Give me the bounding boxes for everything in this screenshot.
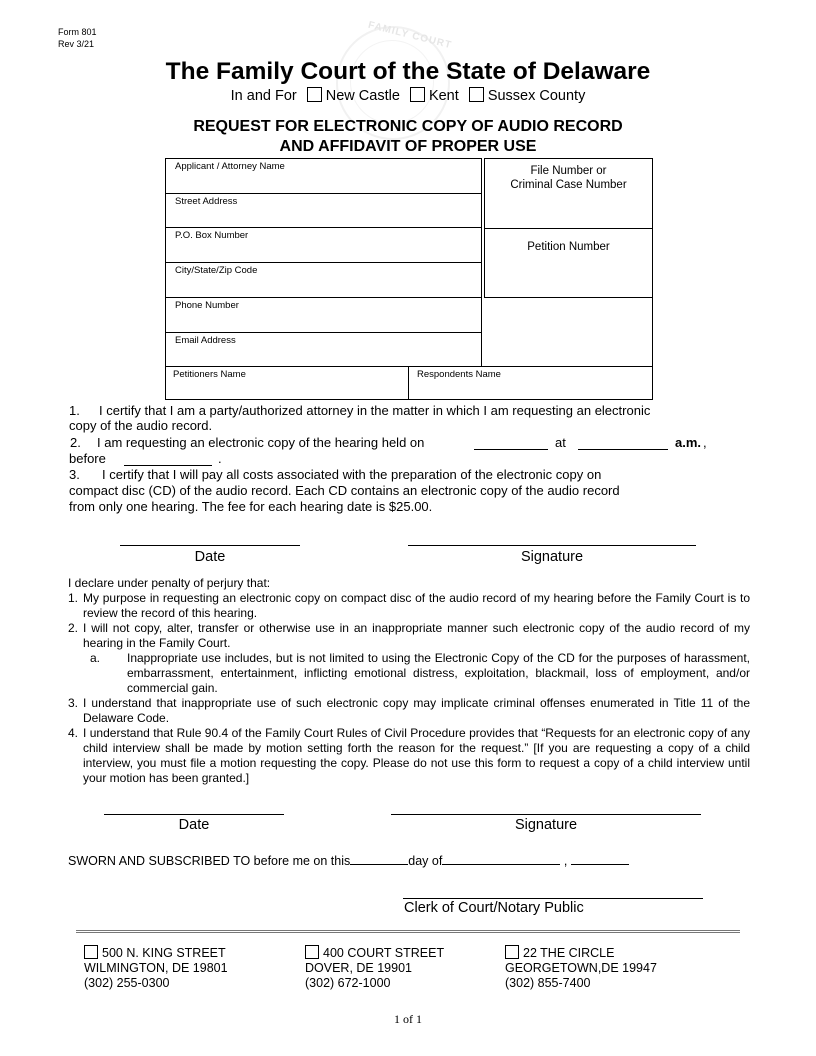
cert-1-line1: I certify that I am a party/authorized attorney in the matter in which I am requesting an electronic bbox=[99, 403, 651, 418]
cert-2-number: 2. bbox=[70, 435, 81, 450]
city-state-zip-field[interactable] bbox=[165, 262, 482, 298]
location-phone: (302) 672-1000 bbox=[305, 976, 391, 990]
signature-label-1: Signature bbox=[520, 549, 584, 565]
cert-2-at: at bbox=[555, 435, 566, 450]
applicant-name-field[interactable] bbox=[165, 158, 482, 194]
item-text: I will not copy, alter, transfer or otherwise use in an inappropriate manner such electronic copy of the audio record of my hearing in the Family Court. bbox=[83, 621, 750, 650]
divider bbox=[76, 930, 740, 933]
declaration-list bbox=[68, 591, 750, 786]
date-line-1[interactable] bbox=[120, 545, 300, 546]
cert-3-number: 3. bbox=[69, 467, 80, 482]
judge-name-field[interactable] bbox=[124, 453, 212, 466]
new-castle-label: New Castle bbox=[325, 88, 400, 104]
kent-checkbox[interactable] bbox=[410, 87, 425, 102]
wilmington-checkbox[interactable] bbox=[84, 945, 98, 959]
georgetown-checkbox[interactable] bbox=[505, 945, 519, 959]
form-number: Form 801 bbox=[58, 27, 97, 37]
date-label-1: Date bbox=[194, 549, 226, 565]
po-box-label: P.O. Box Number bbox=[175, 230, 249, 241]
file-number-label-line1: File Number or bbox=[530, 165, 607, 177]
sworn-day-field[interactable] bbox=[350, 852, 408, 865]
email-address-field[interactable] bbox=[165, 332, 482, 367]
location-phone: (302) 855-7400 bbox=[505, 976, 591, 990]
phone-number-field[interactable] bbox=[165, 297, 482, 333]
sussex-checkbox[interactable] bbox=[469, 87, 484, 102]
cert-2-before: before bbox=[69, 451, 106, 466]
clerk-label: Clerk of Court/Notary Public bbox=[404, 900, 584, 916]
sussex-label: Sussex County bbox=[487, 88, 586, 104]
cert-1-number: 1. bbox=[69, 403, 80, 418]
cert-3-line2: compact disc (CD) of the audio record. Each CD contains an electronic copy of the audio record bbox=[69, 483, 620, 498]
city-state-zip-label: City/State/Zip Code bbox=[175, 265, 258, 276]
item-number: 1. bbox=[68, 591, 79, 605]
location-city: WILMINGTON, DE 19801 bbox=[84, 961, 228, 975]
cert-2-am: a.m. bbox=[675, 435, 702, 450]
signature-label-2: Signature bbox=[514, 817, 578, 833]
declaration-intro: I declare under penalty of perjury that: bbox=[68, 576, 271, 590]
item-number: 2. bbox=[68, 621, 79, 635]
in-and-for-label: In and For bbox=[230, 88, 297, 104]
location-wilmington bbox=[84, 945, 228, 991]
date-label-2: Date bbox=[178, 817, 210, 833]
form-heading-line2: AND AFFIDAVIT OF PROPER USE bbox=[279, 138, 537, 155]
cert-2-period: . bbox=[218, 451, 222, 466]
cert-3-line3: from only one hearing. The fee for each hearing date is $25.00. bbox=[69, 499, 433, 514]
item-number: 4. bbox=[68, 726, 79, 740]
cert-3-line1: I certify that I will pay all costs associated with the preparation of the electronic copy on bbox=[102, 467, 602, 482]
item-number: 3. bbox=[68, 696, 79, 710]
hearing-time-field[interactable] bbox=[578, 437, 668, 450]
location-georgetown bbox=[505, 945, 657, 991]
street-address-label: Street Address bbox=[175, 196, 238, 207]
form-revision: Rev 3/21 bbox=[58, 39, 95, 49]
signature-line-1[interactable] bbox=[408, 545, 696, 546]
location-street: 400 COURT STREET bbox=[323, 946, 445, 960]
respondents-name-field[interactable] bbox=[408, 366, 653, 400]
phone-number-label: Phone Number bbox=[175, 300, 239, 311]
court-seal-text: FAMILY COURT bbox=[366, 19, 453, 52]
location-street: 500 N. KING STREET bbox=[102, 946, 226, 960]
street-address-field[interactable] bbox=[165, 193, 482, 228]
declaration-item bbox=[68, 726, 750, 786]
sworn-comma: , bbox=[563, 854, 568, 868]
sworn-statement bbox=[68, 852, 629, 869]
location-city: GEORGETOWN,DE 19947 bbox=[505, 961, 657, 975]
petitioners-name-label: Petitioners Name bbox=[173, 369, 246, 380]
declaration-section bbox=[68, 576, 750, 786]
subitem-letter: a. bbox=[90, 651, 101, 665]
email-address-label: Email Address bbox=[175, 335, 236, 346]
date-line-2[interactable] bbox=[104, 814, 284, 815]
sworn-year-field[interactable] bbox=[571, 852, 629, 865]
location-phone: (302) 255-0300 bbox=[84, 976, 170, 990]
declaration-item bbox=[68, 591, 750, 621]
declaration-item bbox=[68, 621, 750, 651]
form-heading-line1: REQUEST FOR ELECTRONIC COPY OF AUDIO RECORD bbox=[193, 118, 623, 135]
location-street: 22 THE CIRCLE bbox=[523, 946, 615, 960]
applicant-name-label: Applicant / Attorney Name bbox=[175, 161, 285, 172]
kent-label: Kent bbox=[428, 88, 459, 104]
sworn-month-field[interactable] bbox=[442, 852, 560, 865]
cert-2-text: I am requesting an electronic copy of the hearing held on bbox=[97, 435, 425, 450]
file-number-field[interactable] bbox=[484, 158, 653, 229]
signature-line-2[interactable] bbox=[391, 814, 701, 815]
location-dover bbox=[305, 945, 444, 991]
declaration-subitem bbox=[68, 651, 750, 696]
county-selector bbox=[0, 87, 816, 105]
file-number-label-line2: Criminal Case Number bbox=[510, 179, 627, 191]
cert-2-comma: , bbox=[703, 435, 707, 450]
blank-cell bbox=[481, 297, 653, 367]
po-box-field[interactable] bbox=[165, 227, 482, 263]
cert-1-line2: copy of the audio record. bbox=[69, 418, 213, 433]
subitem-text: Inappropriate use includes, but is not limited to using the Electronic Copy of the CD for the purposes of harassment, embarrassment, entertainment, inflicting emotional distress, exploitation, blackmail, loss of employment, and/or commercial gain. bbox=[127, 651, 750, 695]
declaration-item bbox=[68, 696, 750, 726]
dover-checkbox[interactable] bbox=[305, 945, 319, 959]
sworn-day-of: day of bbox=[408, 854, 443, 868]
petitioners-name-field[interactable] bbox=[165, 366, 409, 400]
item-text: My purpose in requesting an electronic copy on compact disc of the audio record of my hearing before the Family Court is to review the record of this hearing. bbox=[83, 591, 750, 620]
petition-number-label: Petition Number bbox=[527, 241, 610, 253]
hearing-date-field[interactable] bbox=[474, 437, 548, 450]
item-text: I understand that inappropriate use of such electronic copy may implicate criminal offenses enumerated in Title 11 of the Delaware Code. bbox=[83, 696, 750, 725]
new-castle-checkbox[interactable] bbox=[307, 87, 322, 102]
petition-number-field[interactable] bbox=[484, 228, 653, 298]
respondents-name-label: Respondents Name bbox=[417, 369, 501, 380]
court-title: The Family Court of the State of Delaware bbox=[165, 58, 651, 85]
page-number: 1 of 1 bbox=[394, 1012, 422, 1026]
item-text: I understand that Rule 90.4 of the Family Court Rules of Civil Procedure provides that “Requests for an electronic copy of any child interview shall be made by motion setting forth the reason for the request.” [If you are requesting a copy of a child interview, you must file a motion requesting the copy. Please do not use this form to request a copy of a child interview until your motion has been granted.] bbox=[83, 726, 750, 785]
location-city: DOVER, DE 19901 bbox=[305, 961, 412, 975]
sworn-text: SWORN AND SUBSCRIBED TO before me on this bbox=[68, 854, 351, 868]
